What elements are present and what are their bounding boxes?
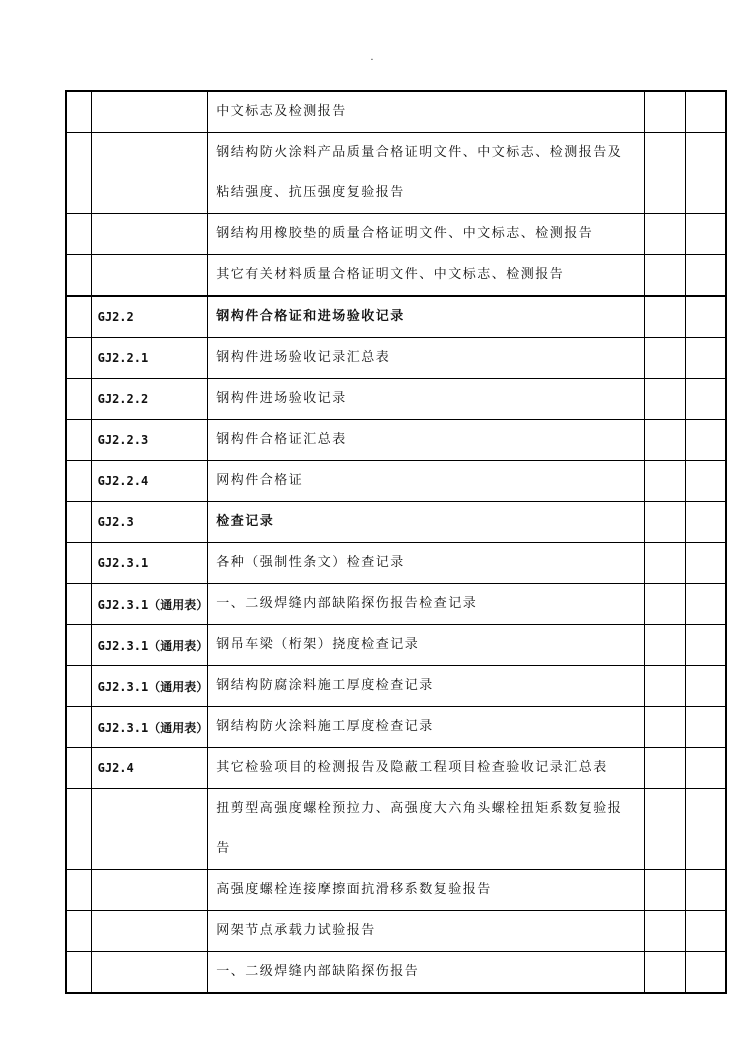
- code-cell: GJ2.3.1（通用表）: [91, 584, 208, 625]
- description-cell: 钢结构防火涂料施工厚度检查记录: [208, 707, 644, 748]
- index-cell: [66, 502, 91, 543]
- blank-cell: [686, 296, 726, 338]
- blank-cell: [644, 91, 686, 133]
- blank-cell: [644, 214, 686, 255]
- index-cell: [66, 255, 91, 297]
- blank-cell: [686, 91, 726, 133]
- blank-cell: [644, 461, 686, 502]
- blank-cell: [644, 543, 686, 584]
- code-cell: GJ2.2.1: [91, 338, 208, 379]
- description-cell: 中文标志及检测报告: [208, 91, 644, 133]
- code-cell: [91, 133, 208, 214]
- description-cell: 高强度螺栓连接摩擦面抗滑移系数复验报告: [208, 870, 644, 911]
- code-cell: GJ2.2: [91, 296, 208, 338]
- table-row: [66, 789, 726, 870]
- description-cell: 钢构件合格证汇总表: [208, 420, 644, 461]
- blank-cell: [644, 911, 686, 952]
- document-index-table: [65, 90, 727, 994]
- description-cell: 各种（强制性条文）检查记录: [208, 543, 644, 584]
- table-row: [66, 379, 726, 420]
- description-cell: 钢结构用橡胶垫的质量合格证明文件、中文标志、检测报告: [208, 214, 644, 255]
- index-cell: [66, 748, 91, 789]
- description-cell: 其它检验项目的检测报告及隐蔽工程项目检查验收记录汇总表: [208, 748, 644, 789]
- blank-cell: [644, 666, 686, 707]
- blank-cell: [644, 789, 686, 870]
- page-header-mark: .: [370, 52, 374, 63]
- blank-cell: [644, 420, 686, 461]
- index-cell: [66, 461, 91, 502]
- index-cell: [66, 952, 91, 994]
- code-cell: [91, 91, 208, 133]
- index-cell: [66, 870, 91, 911]
- code-cell: GJ2.3.1（通用表）: [91, 666, 208, 707]
- blank-cell: [644, 870, 686, 911]
- description-cell: 钢构件进场验收记录: [208, 379, 644, 420]
- table-row: [66, 214, 726, 255]
- table-row: [66, 91, 726, 133]
- table-row: [66, 420, 726, 461]
- description-cell: 网构件合格证: [208, 461, 644, 502]
- index-cell: [66, 707, 91, 748]
- index-cell: [66, 296, 91, 338]
- blank-cell: [686, 461, 726, 502]
- table-body: [66, 91, 726, 993]
- table-row: [66, 296, 726, 338]
- index-cell: [66, 91, 91, 133]
- description-cell: 钢结构防腐涂料施工厚度检查记录: [208, 666, 644, 707]
- blank-cell: [644, 379, 686, 420]
- code-cell: [91, 952, 208, 994]
- code-cell: [91, 870, 208, 911]
- blank-cell: [686, 789, 726, 870]
- description-cell: 网架节点承载力试验报告: [208, 911, 644, 952]
- blank-cell: [686, 543, 726, 584]
- blank-cell: [686, 133, 726, 214]
- table-row: [66, 584, 726, 625]
- table-row: [66, 666, 726, 707]
- blank-cell: [686, 666, 726, 707]
- blank-cell: [686, 584, 726, 625]
- code-cell: GJ2.3.1（通用表）: [91, 625, 208, 666]
- table-row: [66, 255, 726, 297]
- code-cell: [91, 789, 208, 870]
- description-cell: 一、二级焊缝内部缺陷探伤报告检查记录: [208, 584, 644, 625]
- table-row: [66, 625, 726, 666]
- code-cell: [91, 911, 208, 952]
- table-row: [66, 461, 726, 502]
- blank-cell: [644, 748, 686, 789]
- blank-cell: [644, 707, 686, 748]
- table-row: [66, 748, 726, 789]
- index-cell: [66, 625, 91, 666]
- index-cell: [66, 666, 91, 707]
- index-cell: [66, 214, 91, 255]
- table-row: [66, 707, 726, 748]
- blank-cell: [644, 133, 686, 214]
- index-cell: [66, 338, 91, 379]
- blank-cell: [686, 911, 726, 952]
- blank-cell: [686, 952, 726, 994]
- code-cell: GJ2.2.3: [91, 420, 208, 461]
- code-cell: GJ2.3.1: [91, 543, 208, 584]
- table-row: [66, 133, 726, 214]
- description-cell: 钢构件进场验收记录汇总表: [208, 338, 644, 379]
- description-cell: 检查记录: [208, 502, 644, 543]
- table-row: [66, 338, 726, 379]
- blank-cell: [686, 625, 726, 666]
- table-row: [66, 870, 726, 911]
- table-row: [66, 543, 726, 584]
- code-cell: [91, 214, 208, 255]
- blank-cell: [686, 420, 726, 461]
- blank-cell: [686, 870, 726, 911]
- blank-cell: [644, 338, 686, 379]
- code-cell: GJ2.2.4: [91, 461, 208, 502]
- table-row: [66, 952, 726, 994]
- blank-cell: [644, 625, 686, 666]
- index-cell: [66, 789, 91, 870]
- blank-cell: [686, 214, 726, 255]
- blank-cell: [644, 502, 686, 543]
- description-cell: 钢构件合格证和进场验收记录: [208, 296, 644, 338]
- blank-cell: [686, 502, 726, 543]
- description-cell: 钢结构防火涂料产品质量合格证明文件、中文标志、检测报告及粘结强度、抗压强度复验报告: [208, 133, 644, 214]
- blank-cell: [686, 255, 726, 297]
- index-cell: [66, 584, 91, 625]
- index-cell: [66, 911, 91, 952]
- blank-cell: [644, 296, 686, 338]
- code-cell: GJ2.4: [91, 748, 208, 789]
- blank-cell: [644, 952, 686, 994]
- blank-cell: [686, 707, 726, 748]
- index-cell: [66, 543, 91, 584]
- blank-cell: [686, 338, 726, 379]
- description-cell: 一、二级焊缝内部缺陷探伤报告: [208, 952, 644, 994]
- code-cell: [91, 255, 208, 297]
- table-row: [66, 502, 726, 543]
- blank-cell: [686, 748, 726, 789]
- table-row: [66, 911, 726, 952]
- index-cell: [66, 420, 91, 461]
- description-cell: 扭剪型高强度螺栓预拉力、高强度大六角头螺栓扭矩系数复验报告: [208, 789, 644, 870]
- blank-cell: [686, 379, 726, 420]
- index-cell: [66, 133, 91, 214]
- blank-cell: [644, 255, 686, 297]
- index-cell: [66, 379, 91, 420]
- blank-cell: [644, 584, 686, 625]
- code-cell: GJ2.3: [91, 502, 208, 543]
- description-cell: 钢吊车梁（桁架）挠度检查记录: [208, 625, 644, 666]
- code-cell: GJ2.2.2: [91, 379, 208, 420]
- description-cell: 其它有关材料质量合格证明文件、中文标志、检测报告: [208, 255, 644, 297]
- code-cell: GJ2.3.1（通用表）: [91, 707, 208, 748]
